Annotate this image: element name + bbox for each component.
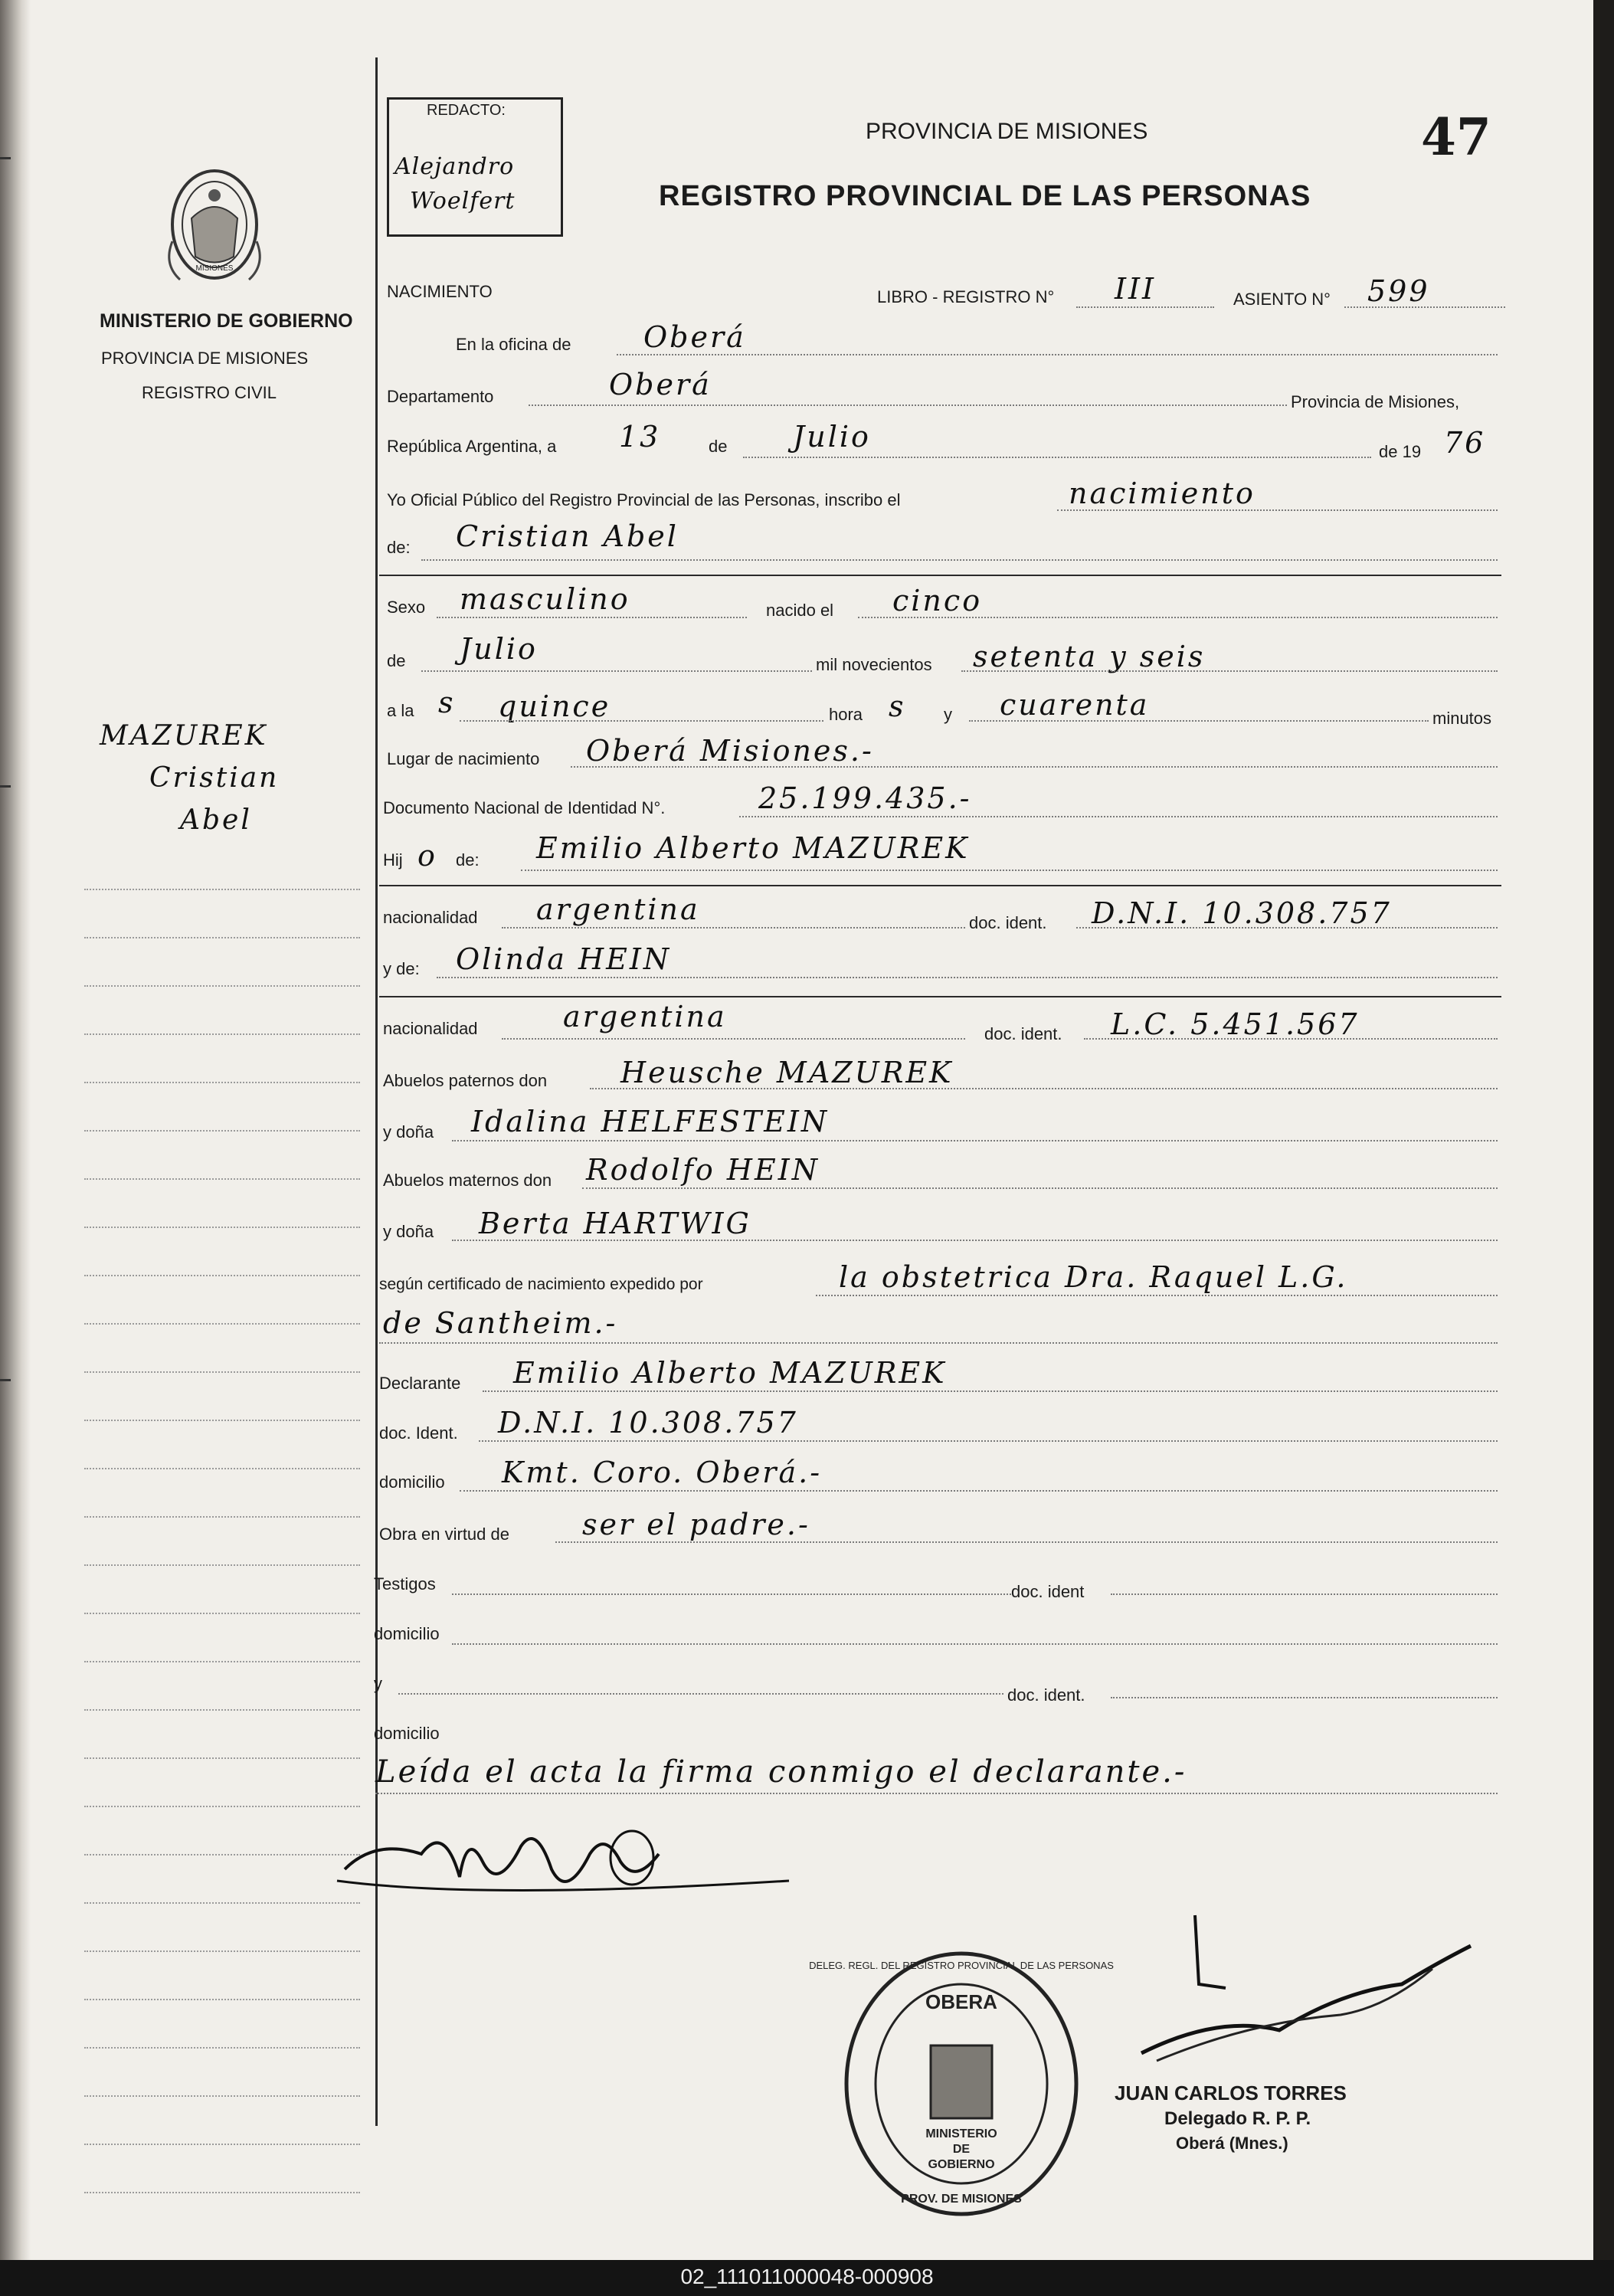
de-colon-label: de: (387, 538, 411, 557)
nac2-label: nacionalidad (383, 1019, 478, 1038)
nac1-value: argentina (536, 893, 700, 926)
margin-ruled-line (84, 1420, 360, 1421)
dotted-line (483, 1390, 1498, 1392)
ab-mat-don-value: Rodolfo HEIN (586, 1153, 820, 1187)
hora-s-value: s (889, 689, 906, 723)
dotted-line (452, 1643, 1498, 1645)
margin-ruled-line (84, 1275, 360, 1276)
margin-ruled-line (84, 1227, 360, 1228)
margin-first-name: Cristian (149, 762, 280, 794)
margin-ruled-line (84, 2144, 360, 2145)
mil-value: setenta y seis (973, 640, 1206, 673)
margin-ruled-line (84, 1950, 360, 1952)
dotted-line (590, 1088, 1498, 1089)
margin-ruled-line (84, 1757, 360, 1759)
year-prefix: de 19 (1379, 442, 1422, 461)
dotted-line (1057, 509, 1498, 511)
domicilio3-label: domicilio (374, 1724, 440, 1743)
lugar-label: Lugar de nacimiento (387, 749, 540, 768)
domicilio-value: Kmt. Coro. Oberá.- (502, 1456, 823, 1489)
margin-ruled-line (84, 1178, 360, 1180)
official-stamp (809, 1946, 1114, 2222)
official-title: Delegado R. P. P. (1164, 2108, 1311, 2129)
file-id: 02_111011000048-000908 (680, 2265, 934, 2288)
hij-label: Hij (383, 850, 403, 870)
ministry-label: MINISTERIO DE GOBIERNO (100, 310, 353, 332)
dotted-line (617, 354, 1498, 355)
month-value: Julio (793, 420, 871, 454)
y-label: y (944, 705, 952, 724)
inscribo-value: nacimiento (1069, 477, 1256, 510)
dotted-line (1076, 306, 1214, 308)
ab-pat-dona-value: Idalina HELFESTEIN (471, 1105, 830, 1138)
margin-ruled-line (84, 1902, 360, 1904)
seal-text: MISIONES (195, 264, 234, 273)
dotted-line (452, 1140, 1498, 1141)
dotted-line (479, 1440, 1498, 1442)
dotted-line (555, 1541, 1498, 1543)
margin-ruled-line (84, 1564, 360, 1566)
margin-ruled-line (84, 1516, 360, 1518)
dotted-line (452, 1593, 1011, 1595)
margin-second-name: Abel (180, 804, 252, 836)
dotted-line (460, 720, 823, 722)
dotted-line (1111, 1697, 1498, 1698)
margin-ruled-line (84, 1033, 360, 1035)
section-rule (379, 575, 1501, 576)
dotted-line (421, 559, 1498, 561)
sexo-label: Sexo (387, 598, 426, 617)
libro-value: III (1115, 272, 1157, 306)
a-la-label: a la (387, 701, 414, 720)
dotted-line (502, 1038, 965, 1040)
asiento-label: ASIENTO N° (1233, 290, 1331, 309)
obra-value: ser el padre.- (582, 1508, 810, 1541)
margin-ruled-line (84, 1323, 360, 1325)
declarant-signature (329, 1808, 804, 1915)
dotted-line (1111, 1593, 1498, 1595)
year-value: 76 (1444, 426, 1486, 460)
a-la-s-value: s (438, 686, 456, 719)
republica-label: República Argentina, a (387, 437, 557, 456)
margin-ruled-line (84, 1709, 360, 1711)
declarante-value: Emilio Alberto MAZUREK (513, 1356, 947, 1390)
father-value: Emilio Alberto MAZUREK (536, 831, 970, 865)
dotted-line (571, 766, 1498, 768)
dotted-line (582, 1187, 1498, 1189)
day-value: 13 (619, 420, 661, 454)
dotted-line (379, 1342, 1498, 1344)
dni-value: 25.199.435.- (758, 781, 972, 815)
hij-o-value: o (417, 839, 437, 873)
doc2-label: doc. ident. (984, 1024, 1062, 1043)
section-rule (379, 996, 1501, 997)
de-label: de (709, 437, 728, 456)
doc-ident-value: D.N.I. 10.308.757 (498, 1406, 798, 1440)
ab-mat-dona-value: Berta HARTWIG (479, 1207, 751, 1240)
dotted-line (961, 670, 1498, 672)
margin-ruled-line (84, 1854, 360, 1855)
redacto-label: REDACTO: (427, 102, 506, 119)
dotted-line (452, 1240, 1498, 1241)
dotted-line (529, 405, 1287, 406)
dotted-line (437, 977, 1498, 978)
stamp-center-2: DE (952, 2143, 971, 2156)
libro-label: LIBRO - REGISTRO N° (877, 287, 1055, 306)
margin-ruled-line (84, 1130, 360, 1132)
departamento-label: Departamento (387, 387, 494, 406)
margin-surname: MAZUREK (100, 720, 268, 752)
nac2-value: argentina (563, 1000, 727, 1033)
header-province: PROVINCIA DE MISIONES (866, 119, 1148, 144)
page-number: 47 (1421, 107, 1491, 167)
margin-ruled-line (84, 985, 360, 987)
y-de-label: y de: (383, 959, 420, 978)
dotted-line (1344, 306, 1505, 308)
margin-tick (0, 1379, 11, 1381)
ab-pat-label: Abuelos paternos don (383, 1071, 548, 1090)
margin-ruled-line (84, 2095, 360, 2097)
mil-label: mil novecientos (816, 655, 932, 674)
dotted-line (858, 617, 1498, 618)
hour-value: quince (498, 689, 611, 723)
doc2-value: L.C. 5.451.567 (1111, 1007, 1360, 1041)
stamp-top-text: OBERA (925, 1990, 997, 2013)
margin-tick (0, 157, 11, 159)
dotted-line (437, 617, 747, 618)
doc-ident-label: doc. Ident. (379, 1423, 458, 1443)
stamp-center-3: GOBIERNO (928, 2158, 995, 2171)
margin-tick (0, 785, 11, 788)
certificado-value-2: de Santheim.- (383, 1306, 618, 1340)
section-rule (379, 885, 1501, 886)
ab-mat-dona-label: y doña (383, 1222, 434, 1241)
y2-doc-label: doc. ident. (1007, 1685, 1085, 1705)
stamp-bottom-text: PROV. DE MISIONES (901, 2193, 1022, 2206)
margin-ruled-line (84, 1468, 360, 1469)
dotted-line (502, 927, 965, 929)
minutos-label: minutos (1432, 709, 1492, 728)
dotted-line (398, 1693, 1003, 1695)
dotted-line (1076, 927, 1498, 929)
dotted-line (1084, 1038, 1498, 1040)
ab-pat-dona-label: y doña (383, 1122, 434, 1141)
record-type: NACIMIENTO (387, 282, 493, 301)
asiento-value: 599 (1367, 274, 1430, 308)
domicilio-label: domicilio (379, 1472, 445, 1492)
margin-ruled-line (84, 1082, 360, 1083)
stamp-center-1: MINISTERIO (925, 2127, 997, 2140)
mother-value: Olinda HEIN (456, 942, 672, 976)
redacto-name-line1: Alejandro (394, 153, 515, 180)
y2-label: y (374, 1674, 382, 1693)
province-label: PROVINCIA DE MISIONES (101, 349, 309, 368)
de2-label: de (387, 651, 406, 670)
margin-ruled-line (84, 2047, 360, 2049)
certificado-label: según certificado de nacimiento expedido por (379, 1276, 703, 1293)
margin-ruled-line (84, 1999, 360, 2000)
dotted-line (739, 816, 1498, 817)
lugar-value: Oberá Misiones.- (586, 734, 874, 768)
stamp-ring-text: DELEG. REGL. DEL REGISTRO PROVINCIAL DE LAS PERSONAS (809, 1960, 1114, 1971)
ab-mat-label: Abuelos maternos don (383, 1171, 552, 1190)
sexo-value: masculino (460, 582, 630, 616)
margin-ruled-line (84, 1661, 360, 1662)
doc1-label: doc. ident. (969, 913, 1047, 932)
nac1-label: nacionalidad (383, 908, 478, 927)
ab-pat-don-value: Heusche MAZUREK (620, 1056, 954, 1089)
dni-label: Documento Nacional de Identidad N°. (383, 798, 666, 817)
nacido-value: cinco (892, 584, 983, 617)
dotted-line (816, 1295, 1498, 1296)
certificado-value-1: la obstetrica Dra. Raquel L.G. (839, 1260, 1348, 1294)
margin-ruled-line (84, 1371, 360, 1373)
official-place: Oberá (Mnes.) (1176, 2134, 1288, 2153)
oficina-value: Oberá (643, 320, 746, 354)
margin-ruled-line (84, 937, 360, 938)
birth-month-value: Julio (460, 632, 538, 666)
testigos-label: Testigos (374, 1574, 436, 1593)
inscribed-name: Cristian Abel (456, 519, 679, 553)
redacto-name-line2: Woelfert (410, 188, 516, 215)
testigos-doc-label: doc. ident (1011, 1582, 1085, 1601)
declarante-label: Declarante (379, 1374, 461, 1393)
registry-title: REGISTRO PROVINCIAL DE LAS PERSONAS (659, 180, 1311, 212)
provincia-suffix: Provincia de Misiones, (1291, 392, 1460, 411)
coat-of-arms-icon (157, 165, 272, 295)
margin-ruled-line (84, 889, 360, 890)
domicilio2-label: domicilio (374, 1624, 440, 1643)
official-name: JUAN CARLOS TORRES (1115, 2081, 1347, 2104)
doc1-value: D.N.I. 10.308.757 (1092, 896, 1392, 930)
dotted-line (375, 1793, 1498, 1794)
nacido-label: nacido el (766, 601, 834, 620)
minutes-value: cuarenta (1000, 688, 1150, 722)
oficial-text: Yo Oficial Público del Registro Provincial de las Personas, inscribo el (387, 490, 901, 509)
margin-ruled-line (84, 2192, 360, 2193)
dotted-line (743, 457, 1371, 458)
registry-label: REGISTRO CIVIL (142, 383, 277, 402)
page-edge-shadow (0, 0, 31, 2260)
hij-de-label: de: (456, 850, 480, 870)
dotted-line (460, 1490, 1498, 1492)
official-signature (1111, 1900, 1494, 2084)
margin-ruled-line (84, 1613, 360, 1614)
departamento-value: Oberá (609, 368, 712, 401)
obra-label: Obra en virtud de (379, 1525, 509, 1544)
dotted-line (421, 670, 812, 672)
dotted-line (969, 720, 1429, 722)
oficina-label: En la oficina de (456, 335, 571, 354)
closing-value: Leída el acta la firma conmigo el declarante.- (375, 1754, 1187, 1790)
hora-label: hora (829, 705, 863, 724)
margin-ruled-line (84, 1806, 360, 1807)
dotted-line (521, 870, 1498, 871)
